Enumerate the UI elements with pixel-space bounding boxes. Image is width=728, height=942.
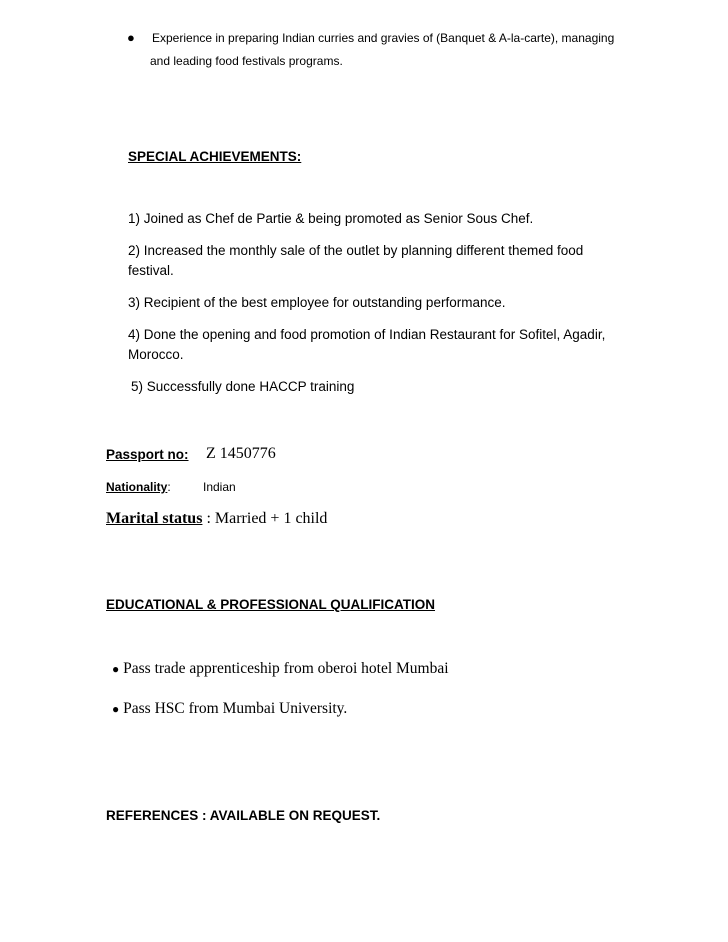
bullet-icon: ●: [112, 662, 120, 676]
education-item-2: Pass HSC from Mumbai University.: [123, 700, 348, 717]
nationality-colon: :: [167, 480, 171, 494]
achievement-2-line-1: 2) Increased the monthly sale of the outlet by planning different themed food: [128, 243, 584, 258]
passport-label: Passport no:: [106, 447, 189, 462]
special-achievements-heading: SPECIAL ACHIEVEMENTS:: [128, 149, 302, 164]
experience-line-1: Experience in preparing Indian curries and gravies of (Banquet & A-la-carte), managing: [152, 31, 615, 45]
education-item-1: Pass trade apprenticeship from oberoi hotel Mumbai: [123, 660, 449, 677]
achievement-1-line-1: 1) Joined as Chef de Partie & being promoted as Senior Sous Chef.: [128, 211, 534, 226]
passport-value: Z 1450776: [206, 445, 276, 462]
achievement-2-line-2: festival.: [128, 263, 174, 278]
achievement-3-line-1: 3) Recipient of the best employee for outstanding performance.: [128, 295, 506, 310]
bullet-icon: ●: [127, 30, 135, 45]
nationality-label: Nationality: [106, 480, 168, 494]
achievement-5-line-1: 5) Successfully done HACCP training: [131, 379, 355, 394]
marital-status-value: : Married + 1 child: [202, 510, 328, 527]
marital-status-label: Marital status: [106, 510, 203, 527]
achievement-4-line-1: 4) Done the opening and food promotion of Indian Restaurant for Sofitel, Agadir,: [128, 327, 606, 342]
education-heading: EDUCATIONAL & PROFESSIONAL QUALIFICATION: [106, 597, 436, 612]
achievement-4-line-2: Morocco.: [128, 347, 184, 362]
experience-line-2: and leading food festivals programs.: [150, 54, 343, 68]
bullet-icon: ●: [112, 702, 120, 716]
references-line: REFERENCES : AVAILABLE ON REQUEST.: [106, 808, 381, 823]
nationality-value: Indian: [203, 480, 236, 494]
